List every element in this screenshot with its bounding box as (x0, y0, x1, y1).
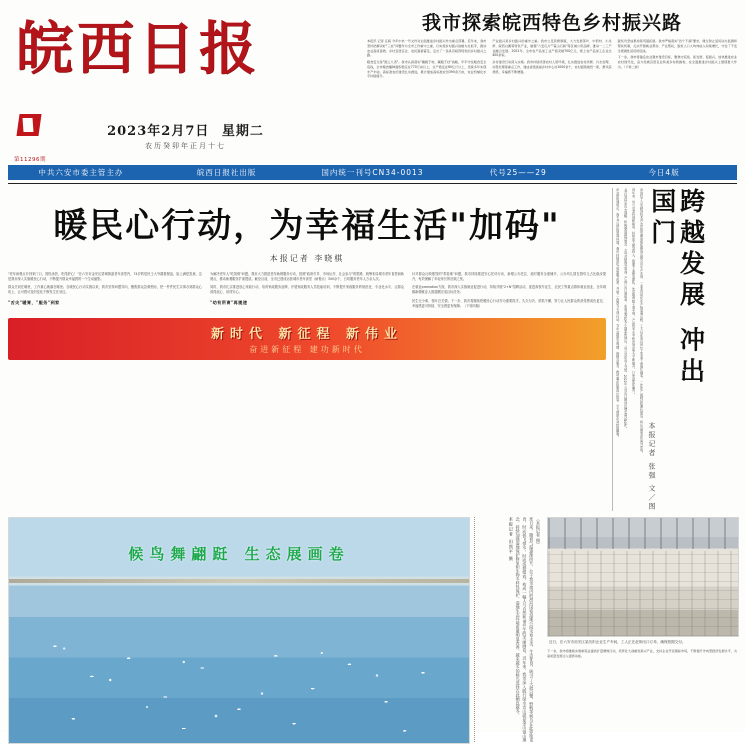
top-story-column (492, 39, 611, 81)
main-story-column (412, 272, 606, 312)
shoreline-band (9, 579, 469, 583)
side-story-title: 跨越发展 冲出国门 (647, 188, 706, 389)
caption-signature: 本报记者 田凯平 摄 (508, 517, 514, 562)
paragraph: 产业振兴是乡村振兴的重中之重。我市立足资源禀赋，大力发展茶叶、中药材、小龙虾、皖西白鹅等特色产业，做强"六安瓜片""霍山石斛"等区域公用品牌，推动一二三产业融合发展。2022年，全市农产品加工业产值突破700亿元，规上农产品加工企业达400余家。 (492, 39, 612, 58)
paragraph: 民生无小事，枝叶总关情。下一步，我市将继续把暖民心行动作为重要抓手，久久为功、常抓不懈，努力让人民群众的获得感成色更足、幸福感更可持续、安全感更有保障。（下转四版） (412, 298, 606, 308)
secondary-photo-block (547, 517, 737, 744)
side-story-continued (547, 646, 737, 662)
side-story (612, 188, 737, 511)
paragraph: 在就业promotion方面，我市深入实施就业促进行动，持续开展"2+N"招聘活动，促进高校毕业生、农民工等重点群体就业创业，全年城镇新增就业人数超额完成目标任务。 (412, 285, 606, 295)
main-story (8, 188, 612, 511)
paragraph: "我们坚持走出去战略，积极参加国际展会，主动对接海外客商，产品已出口到欧美、东南亚等30多个国家和地区。"该公司负责人介绍，2022年公司出口额同比增长超过40%。 (623, 188, 628, 430)
banner-line-2: 奋进新征程 建功新时代 (249, 344, 365, 354)
top-story (363, 6, 737, 81)
masthead-logo-block (8, 6, 363, 82)
info-item-postal-code: 代号25——29 (489, 168, 547, 177)
info-item-cn-number: 国内统一刊号CN34-0013 (321, 168, 424, 177)
divider (8, 183, 737, 184)
paragraph: 针对群众反映强烈的"带娃难"问题，我市持续推进安心托幼行动，新增公办托位、延时服务全面铺开，公办幼儿园在园幼儿占比稳步提升，有效缓解了年轻家长的后顾之忧。 (412, 272, 606, 282)
paragraph: 下一步，我市将继续实施制造业提质扩量增效行动，培育壮大战略性新兴产业，支持企业开拓国际市场，不断提升外向型经济发展水平，为高质量发展注入强劲动能。 (547, 649, 737, 659)
dateline (8, 120, 363, 151)
paragraph: 脱贫攻坚成果持续巩固拓展。我市严格落实"四个不摘"要求，健全防止返贫动态监测和帮扶机制，扎实开展就业帮扶、产业帮扶，脱贫人口人均纯收入持续增长，守住了不发生规模性返贫的底线。 (617, 39, 737, 53)
main-story-columns (8, 272, 606, 312)
paragraph: "老年助餐点开到家门口，饭热汤热，吃得舒心！"在六安市金安区望城街道老年食堂内，74岁的居民王大爷端着餐盘，脸上满是笑意。这是我市深入实施暖民心行动，不断提升群众幸福感的一个生动缩影。 (8, 272, 202, 282)
main-content (8, 188, 737, 511)
main-story-byline: 本报记者 李晓棋 (269, 254, 345, 263)
main-story-column (8, 272, 202, 312)
paragraph: 下一步，我市将锚定农业强市建设目标，聚焦守底线、抓发展、促振兴，加快推进农业农村现代化，奋力绘就宜居宜业和美乡村新画卷，在全面推进乡村振兴上展现更大作为。（下转二版） (617, 55, 737, 69)
paragraph: 群众关切在哪里，工作重心就落在哪里。自暖民心行动实施以来，我市坚持问题导向，聚焦群众急难愁盼，把一件件民生实事办到群众心坎上，让可感可及的变化不断发生在身边。 (8, 285, 202, 295)
lunar-date: 农历癸卯年正月十七 (145, 142, 226, 150)
sub-headline: "舌尖"暖胃，"服务"到家 (8, 299, 60, 305)
publication-date: 2023年2月7日 (107, 124, 210, 139)
bottom-section (8, 517, 737, 744)
top-story-headline: 我市探索皖西特色乡村振兴路 (421, 12, 682, 34)
production-rows (548, 551, 738, 636)
paper-title: 皖西日报 (16, 15, 260, 82)
main-story-column (210, 272, 404, 312)
main-story-headline: 暖民心行动，为幸福生活"加码" (53, 206, 561, 246)
photo-overlay-text: 候鸟舞翩跹 生态展画卷 (128, 545, 350, 564)
paragraph: 企业的快速成长，离不开良好的营商环境。我市持续深化"放管服"改革，开展"一改两为"专项行动，为企业提供全周期、保姆式服务，推动惠企政策直达快享，全力帮助企业纾困解难。 (615, 188, 620, 439)
paragraph: 走进位于六安经济技术开发区的安徽某智能制造有限公司生产车间，一条条自动化生产线高速运转，工人们在各自岗位上有条不紊地忙碌着，一件件产品经过检测包装后，将从这里发往海外市场。 (639, 188, 643, 455)
info-item-press: 皖西日报社出版 (196, 168, 257, 177)
wetland-birds-photo (8, 517, 470, 744)
issue-number: 第11296期 (14, 157, 46, 163)
paragraph: 近年来，该公司坚持创新驱动，持续加大研发投入，组建专业研发团队，先后取得数十项专利，产品技术水平和市场竞争力不断提升，订单量连年攀升。 (631, 188, 636, 396)
paragraph: 粮食安全是"国之大者"。我市认真落实"藏粮于地、藏粮于技"战略，牢牢守住粮食安全底线，全市粮食播种面积稳定在770万亩以上，总产稳定在60亿斤以上，连续多年实现丰产丰收。高标准农田建设扎实推进，累计建成高标准农田390余万亩，农业机械化水平持续提升。 (367, 60, 487, 79)
flag-mark-icon (16, 114, 41, 136)
sub-headline: "幼有所育"再提速 (210, 299, 248, 305)
info-item-page-count: 今日4版 (648, 168, 680, 177)
top-story-column (367, 39, 486, 81)
side-story-body (611, 188, 643, 488)
campaign-banner (8, 318, 606, 360)
paragraph: 为解决老年人"吃饭难"问题，我市大力推进老年助餐服务行动，按照"政府引导、市场运作、社会参与"的思路，统筹布局城市老年食堂和助餐点，推动助餐服务扩面提质。截至目前，全市已建成运营城市老年食堂（助餐点）300余个，日均服务老年人万余人次。 (210, 272, 404, 282)
caption-body: 连日来，随着气温逐渐回升，位于我市境内的淠河国家湿地公园水草丰美、生态优良，吸引了大批白鹭、野鸭等候鸟在此停歇觅食，时而低飞掠水，时而成群嬉戏，构成一幅人与自然和谐共生的美丽画卷。近年来，我市深入践行绿水青山就是金山银山理念，持续加强湿地保护修复和生物多样性保护，湿地生态环境质量明显改善，越来越多的候鸟选择在此栖息越冬。 (515, 517, 535, 743)
paragraph: 同时，我市扎实推进放心家政行动，培育家政服务品牌，开展家政服务人员技能培训，不断提升家政服务的规范化、专业化水平，让群众请得放心、用得安心。 (210, 285, 404, 295)
main-photo-caption (474, 517, 541, 742)
paragraph: 乡村建设行动深入实施。我市持续改善农村人居环境，扎实推进农村改厕、污水治理、垃圾处理等重点工作，建成省级美丽乡村中心村1000余个，农村面貌焕然一新，群众获得感、幸福感不断增强。 (492, 60, 612, 74)
publication-info-bar (8, 165, 737, 180)
factory-workshop-photo (547, 517, 739, 637)
paragraph: 本报讯 记者 汪娟 今年中央一号文件对全面推进乡村振兴作出重点部署。近年来，我市坚持把解决好"三农"问题作为全市工作重中之重，以实施乡村振兴战略为总抓手，推动农业高质高效、乡村宜居宜业、农民富裕富足，走出了一条具有皖西特色的乡村振兴之路。 (367, 39, 487, 58)
main-photo-block (8, 517, 468, 744)
info-item-publisher: 中共六安市委主管主办 (38, 168, 124, 177)
caption-title: （本报记者 摄） (536, 517, 541, 547)
top-story-column (618, 39, 737, 81)
weekday: 星期二 (221, 124, 264, 139)
ceiling-beams (548, 518, 738, 549)
banner-line-1: 新时代 新征程 新伟业 (210, 326, 404, 342)
secondary-photo-caption: 近日，在六安市裕安区某纺织企业生产车间，工人正在赶制出口订单，确保按期交付。 (549, 640, 686, 645)
masthead (8, 6, 737, 118)
side-story-byline: 本报记者 张强 文／图 (648, 422, 656, 512)
birds-layer (9, 622, 469, 744)
top-story-columns (367, 39, 737, 81)
